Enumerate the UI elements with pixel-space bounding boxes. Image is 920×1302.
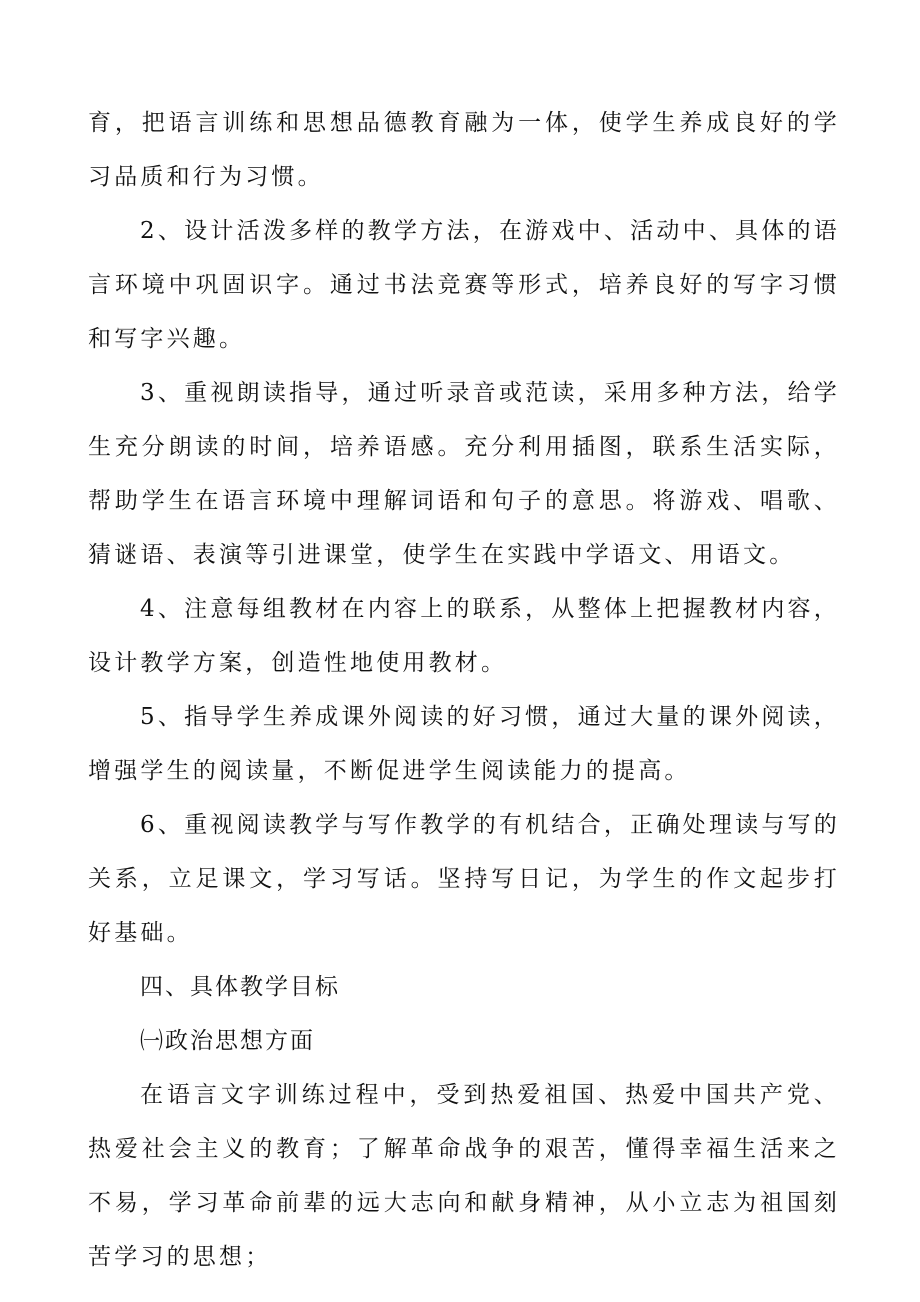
paragraph-continued: 育，把语言训练和思想品德教育融为一体，使学生养成良好的学习品质和行为习惯。 <box>88 110 840 190</box>
paragraph-item-3: 3、重视朗读指导，通过听录音或范读，采用多种方法，给学生充分朗读的时间，培养语感。充分利用插图，联系生活实际，帮助学生在语言环境中理解词语和句子的意思。将游戏、唱歌、猜谜语、表演等引进课堂，使学生在实践中学语文、用语文。 <box>88 380 840 568</box>
paragraph-item-6: 6、重视阅读教学与写作教学的有机结合，正确处理读与写的关系，立足课文，学习写话。坚持写日记，为学生的作文起步打好基础。 <box>88 812 840 946</box>
paragraph-item-4: 4、注意每组教材在内容上的联系，从整体上把握教材内容，设计教学方案，创造性地使用教材。 <box>88 596 840 676</box>
section-heading: 四、具体教学目标 <box>140 974 340 1000</box>
paragraph-body: 在语言文字训练过程中，受到热爱祖国、热爱中国共产党、热爱社会主义的教育；了解革命战争的艰苦，懂得幸福生活来之不易，学习革命前辈的远大志向和献身精神，从小立志为祖国刻苦学习的思想； <box>88 1082 840 1270</box>
paragraph-item-2: 2、设计活泼多样的教学方法，在游戏中、活动中、具体的语言环境中巩固识字。通过书法竞赛等形式，培养良好的写字习惯和写字兴趣。 <box>88 218 840 352</box>
paragraph-item-5: 5、指导学生养成课外阅读的好习惯，通过大量的课外阅读，增强学生的阅读量，不断促进学生阅读能力的提高。 <box>88 704 840 784</box>
subsection-heading: ㈠政治思想方面 <box>140 1028 315 1054</box>
